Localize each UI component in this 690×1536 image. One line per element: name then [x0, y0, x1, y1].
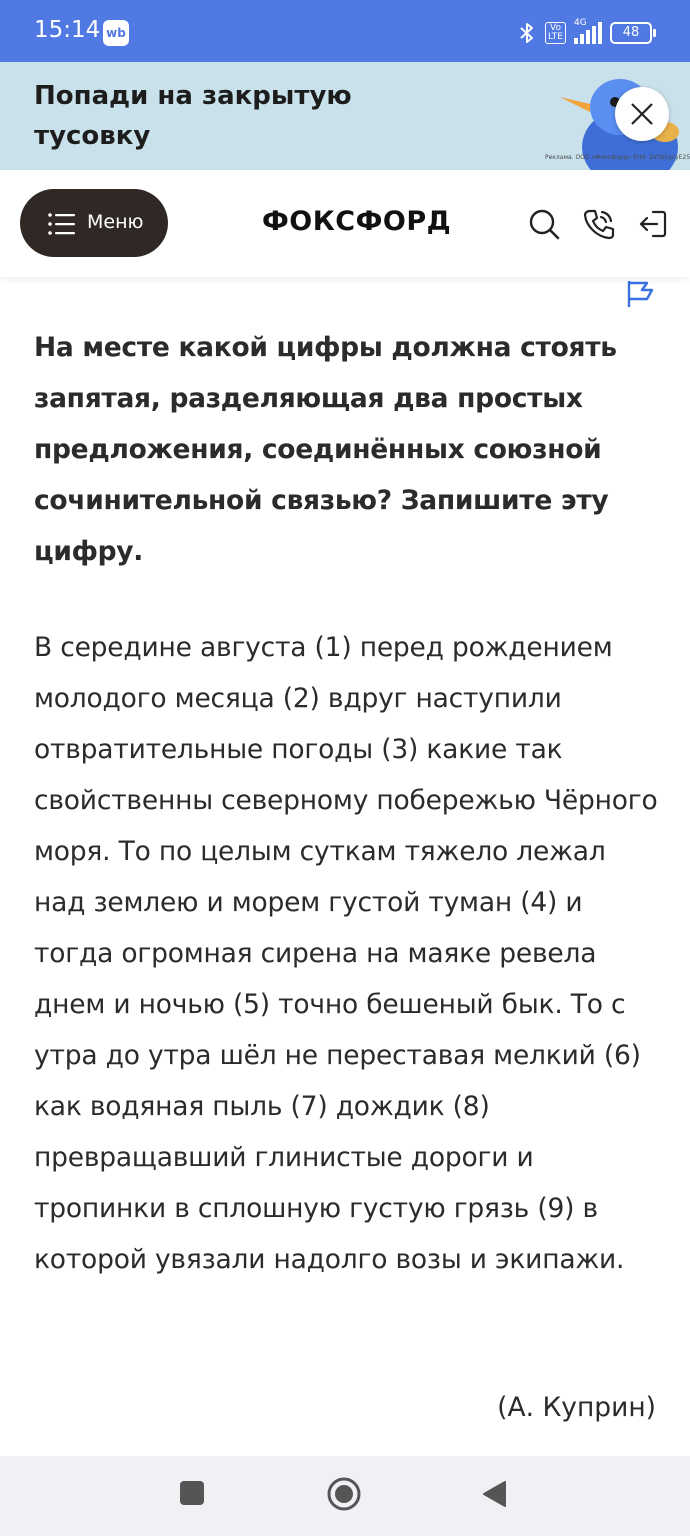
- task-passage: В середине августа (1) перед рождением молодого месяца (2) вдруг наступили отвратительные погоды (3) какие так свойственны северному побережью Чёрного моря. То по целым суткам тяжело лежал над землею и морем густой туман (4) и тогда огромная сирена на маяке ревела днем и ночью (5) точно бешеный бык. То с утра до утра шёл не переставая мелкий (6) как водяная пыль (7) дождик (8) превращавший глинистые дороги и тропинки в сплошную густую грязь (9) в которой увязали надолго возы и экипажи.: [34, 632, 658, 1275]
- ad-close-button[interactable]: [615, 87, 669, 141]
- wb-app-icon: wb: [103, 20, 129, 46]
- battery-icon: 48: [610, 22, 652, 44]
- site-header: [0, 170, 690, 277]
- search-icon[interactable]: [528, 208, 560, 240]
- phone-icon[interactable]: [583, 208, 615, 240]
- volte-badge: Vo LTE: [545, 22, 566, 44]
- status-time: 15:14: [34, 17, 101, 43]
- menu-label: Меню: [87, 211, 144, 233]
- home-circle-icon[interactable]: [326, 1476, 362, 1512]
- menu-button[interactable]: [20, 189, 168, 257]
- bluetooth-icon: [517, 21, 537, 45]
- foxford-logo[interactable]: ФОКСФОРД: [262, 206, 452, 237]
- recents-square-icon[interactable]: [180, 1481, 204, 1505]
- task-question: На месте какой цифры должна стоять запятая, разделяющая два простых предложения, соединённых союзной сочинительной связью? Запишите эту цифру.: [34, 332, 617, 567]
- ad-legal-text: Реклама. ООО «Фоксфорд» Erid: 2VSb5ycyE25: [545, 154, 690, 161]
- status-bar: [0, 0, 690, 62]
- ad-title: Попади на закрытую тусовку: [34, 81, 352, 151]
- passage-author: (А. Куприн): [497, 1392, 656, 1423]
- report-flag-icon[interactable]: [625, 279, 657, 309]
- ad-banner[interactable]: [0, 62, 690, 170]
- signal-icon: 4G: [574, 22, 602, 44]
- menu-icon: [48, 213, 76, 235]
- back-triangle-icon[interactable]: [481, 1479, 507, 1509]
- status-icons: [517, 20, 652, 46]
- close-icon: [630, 102, 654, 126]
- login-icon[interactable]: [637, 208, 669, 240]
